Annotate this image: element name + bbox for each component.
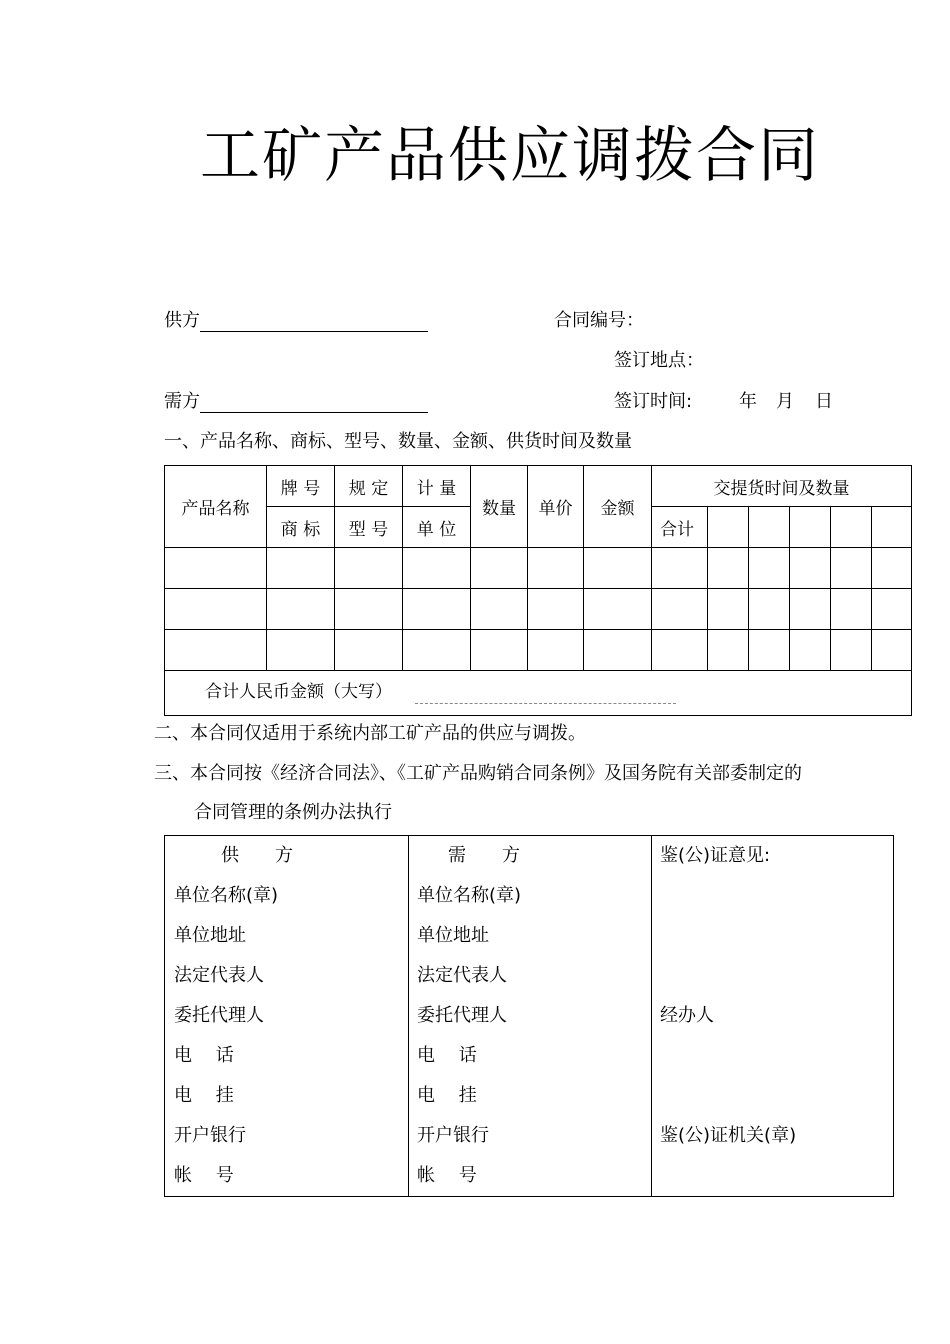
buyer-unit-name: 单位名称(章) (417, 885, 522, 906)
section1-heading: 一、产品名称、商标、型号、数量、金额、供货时间及数量 (164, 431, 632, 452)
buyer-column (408, 836, 651, 1196)
col-product-name: 产品名称 (165, 466, 267, 548)
month-label: 月 (776, 391, 794, 412)
supplier-agent: 委托代理人 (174, 1005, 264, 1026)
notary-column (651, 836, 893, 1196)
supplier-unit-name: 单位名称(章) (174, 885, 279, 906)
table-cell[interactable] (790, 548, 831, 589)
table-cell[interactable] (584, 548, 652, 589)
table-cell[interactable] (652, 630, 708, 671)
table-cell[interactable] (403, 630, 471, 671)
supplier-column (165, 836, 408, 1196)
table-cell[interactable] (831, 589, 872, 630)
product-table (164, 465, 912, 716)
table-cell[interactable] (528, 630, 584, 671)
year-label: 年 (739, 391, 757, 412)
table-cell[interactable] (831, 630, 872, 671)
buyer-field (164, 387, 428, 413)
col-unit-bottom: 单 位 (403, 507, 471, 548)
notary-handler: 经办人 (660, 1005, 714, 1026)
total-row (165, 671, 912, 716)
table-cell[interactable] (403, 589, 471, 630)
table-cell[interactable] (165, 548, 267, 589)
table-cell[interactable] (335, 589, 403, 630)
col-price: 单价 (528, 466, 584, 548)
supplier-label: 供方 (164, 310, 200, 331)
table-cell[interactable] (872, 630, 912, 671)
buyer-blank[interactable] (200, 390, 428, 413)
supplier-account: 帐 号 (174, 1165, 234, 1186)
contract-no-label: 合同编号： (554, 310, 644, 331)
supplier-telegraph: 电 挂 (174, 1085, 234, 1106)
table-cell[interactable] (267, 548, 335, 589)
supplier-header: 供 方 (221, 845, 293, 866)
col-spec-bottom: 型 号 (335, 507, 403, 548)
table-header-row (165, 466, 912, 507)
supplier-bank: 开户银行 (174, 1125, 246, 1146)
table-cell[interactable] (471, 630, 528, 671)
table-cell[interactable] (749, 589, 790, 630)
sign-time-label: 签订时间: (614, 391, 693, 412)
col-brand-top: 牌 号 (267, 466, 335, 507)
delivery-cell[interactable] (831, 507, 872, 548)
table-cell[interactable] (267, 589, 335, 630)
table-cell[interactable] (528, 548, 584, 589)
buyer-phone: 电 话 (417, 1045, 477, 1066)
table-cell[interactable] (790, 630, 831, 671)
delivery-cell[interactable] (790, 507, 831, 548)
table-cell[interactable] (749, 548, 790, 589)
supplier-blank[interactable] (200, 309, 428, 332)
table-cell[interactable] (584, 589, 652, 630)
supplier-address: 单位地址 (174, 925, 246, 946)
table-cell[interactable] (872, 589, 912, 630)
buyer-bank: 开户银行 (417, 1125, 489, 1146)
col-spec-top: 规 定 (335, 466, 403, 507)
parties-table (164, 835, 894, 1197)
table-cell[interactable] (831, 548, 872, 589)
table-cell[interactable] (165, 630, 267, 671)
table-cell[interactable] (403, 548, 471, 589)
col-total: 合计 (652, 507, 708, 548)
section3-line2: 合同管理的条例办法执行 (194, 802, 392, 823)
delivery-cell[interactable] (708, 507, 749, 548)
table-cell[interactable] (652, 548, 708, 589)
buyer-account: 帐 号 (417, 1165, 477, 1186)
buyer-telegraph: 电 挂 (417, 1085, 477, 1106)
notary-office: 鉴(公)证机关(章) (660, 1125, 797, 1146)
sign-place-label: 签订地点： (614, 350, 704, 371)
table-cell[interactable] (708, 630, 749, 671)
table-cell[interactable] (528, 589, 584, 630)
notary-opinion: 鉴(公)证意见: (660, 845, 771, 866)
total-rmb-dashed-line (415, 703, 676, 704)
buyer-label: 需方 (164, 391, 200, 412)
table-cell[interactable] (708, 589, 749, 630)
section2: 二、本合同仅适用于系统内部工矿产品的供应与调拨。 (154, 723, 586, 744)
delivery-cell[interactable] (749, 507, 790, 548)
table-row (165, 630, 912, 671)
table-row (165, 589, 912, 630)
day-label: 日 (815, 391, 833, 412)
table-cell[interactable] (652, 589, 708, 630)
total-rmb-label: 合计人民币金额（大写） (205, 682, 392, 702)
table-cell[interactable] (267, 630, 335, 671)
col-delivery: 交提货时间及数量 (652, 466, 912, 507)
buyer-agent: 委托代理人 (417, 1005, 507, 1026)
table-cell[interactable] (872, 548, 912, 589)
table-cell[interactable] (471, 548, 528, 589)
table-cell[interactable] (790, 589, 831, 630)
table-cell[interactable] (749, 630, 790, 671)
table-row (165, 548, 912, 589)
delivery-cell[interactable] (872, 507, 912, 548)
buyer-legal-rep: 法定代表人 (417, 965, 507, 986)
buyer-header: 需 方 (448, 845, 520, 866)
table-cell[interactable] (335, 548, 403, 589)
supplier-legal-rep: 法定代表人 (174, 965, 264, 986)
supplier-field (164, 306, 428, 332)
col-qty: 数量 (471, 466, 528, 548)
total-rmb-cell[interactable] (165, 671, 912, 716)
page-title: 工矿产品供应调拨合同 (200, 121, 820, 191)
table-cell[interactable] (471, 589, 528, 630)
table-cell[interactable] (335, 630, 403, 671)
table-cell[interactable] (708, 548, 749, 589)
col-amount: 金额 (584, 466, 652, 548)
col-unit-top: 计 量 (403, 466, 471, 507)
supplier-phone: 电 话 (174, 1045, 234, 1066)
section3-line1: 三、本合同按《经济合同法》、《工矿产品购销合同条例》及国务院有关部委制定的 (154, 763, 802, 784)
table-cell[interactable] (584, 630, 652, 671)
col-brand-bottom: 商 标 (267, 507, 335, 548)
buyer-address: 单位地址 (417, 925, 489, 946)
table-cell[interactable] (165, 589, 267, 630)
